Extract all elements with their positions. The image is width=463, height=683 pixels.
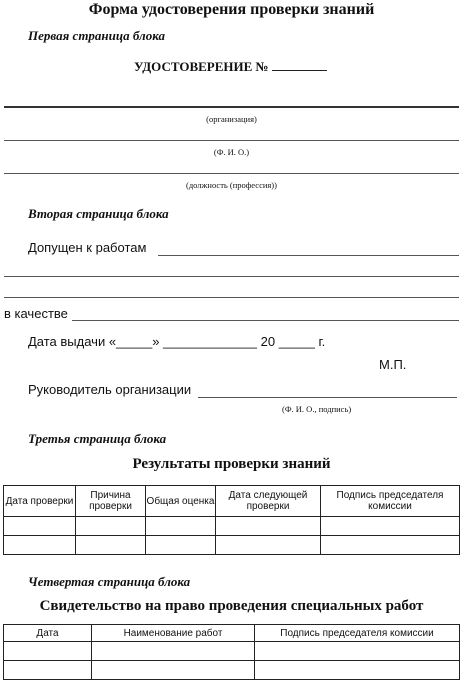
caption-fio: (Ф. И. О.) (213, 147, 250, 157)
section-first-page: Первая страница блока (28, 28, 165, 43)
col-check-date: Дата проверки (4, 486, 76, 517)
table-row (4, 536, 460, 555)
results-table (3, 485, 460, 555)
col-date: Дата (4, 625, 92, 642)
head-line (198, 397, 457, 398)
col-next-check-date: Дата следующей проверки (216, 486, 321, 517)
certificate-number-blank (272, 70, 327, 71)
caption-head: (Ф. И. О., подпись) (282, 404, 352, 414)
col-chairman-signature: Подпись председателя комиссии (321, 486, 460, 517)
table-row (4, 661, 460, 680)
table-row (4, 517, 460, 536)
col-check-reason: Причина проверки (76, 486, 146, 517)
col-chairman-signature: Подпись председателя комиссии (255, 625, 460, 642)
certificate-special-works-title: Свидетельство на право проведения специальных работ (39, 598, 424, 614)
admitted-line (158, 255, 459, 256)
admitted-line-3 (4, 297, 459, 298)
section-fourth-page: Четвертая страница блока (28, 574, 191, 589)
fio-line (4, 140, 459, 141)
certificate-label: УДОСТОВЕРЕНИЕ № (134, 59, 269, 74)
admitted-line-2 (4, 276, 459, 277)
caption-position: (должность (профессия)) (186, 180, 277, 190)
table-row (4, 642, 460, 661)
certificate-title (134, 59, 327, 75)
results-title: Результаты проверки знаний (132, 456, 331, 472)
issue-date: Дата выдачи «_____» _____________ 20 _____ г. (28, 334, 326, 349)
as-line (72, 320, 459, 321)
position-line (4, 173, 459, 174)
as-label: в качестве (4, 306, 68, 321)
head-label: Руководитель организации (28, 382, 192, 397)
form-heading: Форма удостоверения проверки знаний (88, 1, 375, 18)
col-work-name: Наименование работ (92, 625, 255, 642)
org-line (4, 106, 459, 108)
col-overall-grade: Общая оценка (146, 486, 216, 517)
stamp-label: М.П. (379, 357, 407, 372)
caption-organization: (организация) (206, 114, 257, 124)
admitted-label: Допущен к работам (28, 240, 147, 255)
section-third-page: Третья страница блока (28, 431, 167, 446)
special-works-table (3, 624, 460, 680)
section-second-page: Вторая страница блока (28, 206, 169, 221)
